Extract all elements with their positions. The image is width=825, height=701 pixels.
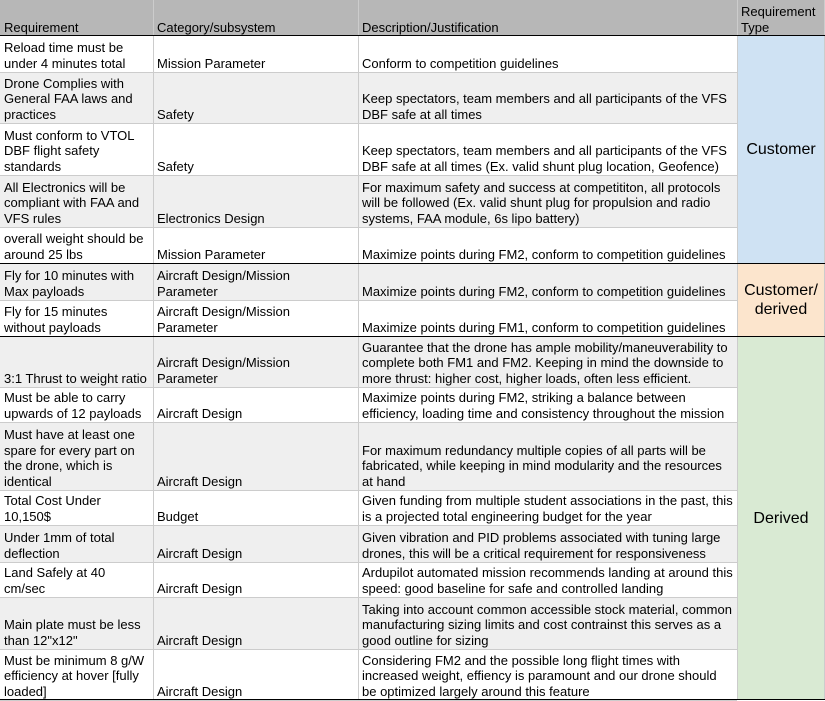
cell-description: Guarantee that the drone has ample mobility/maneuverability to complete both FM1 and FM2. Keeping in mind the downside to more thrust: higher cost, higher loads, often less efficient. — [358, 336, 737, 387]
cell-category: Aircraft Design/Mission Parameter — [153, 263, 358, 300]
grid-line — [0, 123, 737, 124]
cell-description: Maximize points during FM2, conform to competition guidelines — [358, 227, 737, 263]
cell-category: Aircraft Design — [153, 649, 358, 700]
cell-category: Aircraft Design — [153, 422, 358, 490]
grid-line — [0, 227, 737, 228]
cell-requirement: 3:1 Thrust to weight ratio — [0, 336, 153, 387]
cell-description: Keep spectators, team members and all participants of the VFS DBF safe at all times (Ex. valid shunt plug location, Geofence) — [358, 123, 737, 175]
cell-category: Aircraft Design — [153, 525, 358, 562]
header-category: Category/subsystem — [153, 0, 358, 36]
cell-requirement: Fly for 15 minutes without payloads — [0, 300, 153, 336]
cell-requirement: Main plate must be less than 12"x12" — [0, 597, 153, 649]
cell-description: Taking into account common accessible stock material, common manufacturing sizing limits and cost contrainst this serves as a good outline for sizing — [358, 597, 737, 649]
cell-requirement: All Electronics will be compliant with FAA and VFS rules — [0, 175, 153, 227]
header-requirement: Requirement — [0, 0, 153, 36]
cell-requirement: Under 1mm of total deflection — [0, 525, 153, 562]
cell-category: Aircraft Design/Mission Parameter — [153, 300, 358, 336]
grid-line — [0, 562, 737, 563]
cell-requirement: Reload time must be under 4 minutes total — [0, 36, 153, 72]
cell-description: Maximize points during FM2, conform to competition guidelines — [358, 263, 737, 300]
cell-requirement: Must have at least one spare for every part on the drone, which is identical — [0, 422, 153, 490]
grid-line — [153, 0, 154, 700]
cell-category: Aircraft Design/Mission Parameter — [153, 336, 358, 387]
grid-line — [358, 0, 359, 700]
cell-description: Maximize points during FM2, striking a balance between efficiency, loading time and consistency throughout the mission — [358, 387, 737, 422]
cell-description: Maximize points during FM1, conform to competition guidelines — [358, 300, 737, 336]
cell-description: Given vibration and PID problems associated with tuning large drones, this will be a critical requirement for responsiveness — [358, 525, 737, 562]
cell-description: Conform to competition guidelines — [358, 36, 737, 72]
grid-line — [0, 525, 737, 526]
grid-line — [0, 387, 737, 388]
cell-category: Mission Parameter — [153, 227, 358, 263]
cell-category: Mission Parameter — [153, 36, 358, 72]
group-divider — [0, 336, 825, 337]
cell-requirement: Drone Complies with General FAA laws and practices — [0, 72, 153, 123]
grid-line — [737, 0, 738, 700]
cell-description: Considering FM2 and the possible long flight times with increased weight, effiency is paramount and our drone should be optimized largely around this feature — [358, 649, 737, 700]
table-bottom — [0, 699, 825, 700]
grid-line — [0, 300, 737, 301]
cell-category: Safety — [153, 72, 358, 123]
header-divider — [0, 35, 825, 36]
header-type: Requirement Type — [737, 0, 825, 36]
cell-category: Aircraft Design — [153, 387, 358, 422]
cell-category: Safety — [153, 123, 358, 175]
grid-line — [0, 597, 737, 598]
cell-requirement: Must be minimum 8 g/W efficiency at hover [fully loaded] — [0, 649, 153, 700]
grid-line — [0, 175, 737, 176]
cell-requirement: Must conform to VTOL DBF flight safety standards — [0, 123, 153, 175]
grid-line — [0, 490, 737, 491]
requirement-type-2: Customer/ derived — [737, 263, 825, 336]
cell-description: For maximum safety and success at competititon, all protocols will be followed (Ex. valid shunt plug for propulsion and radio systems, FAA module, 6s lipo battery) — [358, 175, 737, 227]
header-description: Description/Justification — [358, 0, 737, 36]
cell-description: Ardupilot automated mission recommends landing at around this speed: good baseline for safe and controlled landing — [358, 562, 737, 597]
cell-description: Given funding from multiple student associations in the past, this is a projected total engineering budget for the year — [358, 490, 737, 525]
cell-description: Keep spectators, team members and all participants of the VFS DBF safe at all times — [358, 72, 737, 123]
cell-category: Electronics Design — [153, 175, 358, 227]
cell-requirement: Land Safely at 40 cm/sec — [0, 562, 153, 597]
cell-requirement: Fly for 10 minutes with Max payloads — [0, 263, 153, 300]
grid-line — [0, 422, 737, 423]
requirement-type-3: Derived — [737, 336, 825, 700]
grid-line — [0, 72, 737, 73]
grid-line — [0, 649, 737, 650]
cell-requirement: Must be able to carry upwards of 12 payloads — [0, 387, 153, 422]
group-divider — [0, 263, 825, 264]
cell-category: Aircraft Design — [153, 597, 358, 649]
cell-requirement: overall weight should be around 25 lbs — [0, 227, 153, 263]
cell-description: For maximum redundancy multiple copies of all parts will be fabricated, while keeping in mind modularity and the resources at hand — [358, 422, 737, 490]
cell-requirement: Total Cost Under 10,150$ — [0, 490, 153, 525]
requirement-type-1: Customer — [737, 36, 825, 263]
cell-category: Aircraft Design — [153, 562, 358, 597]
cell-category: Budget — [153, 490, 358, 525]
